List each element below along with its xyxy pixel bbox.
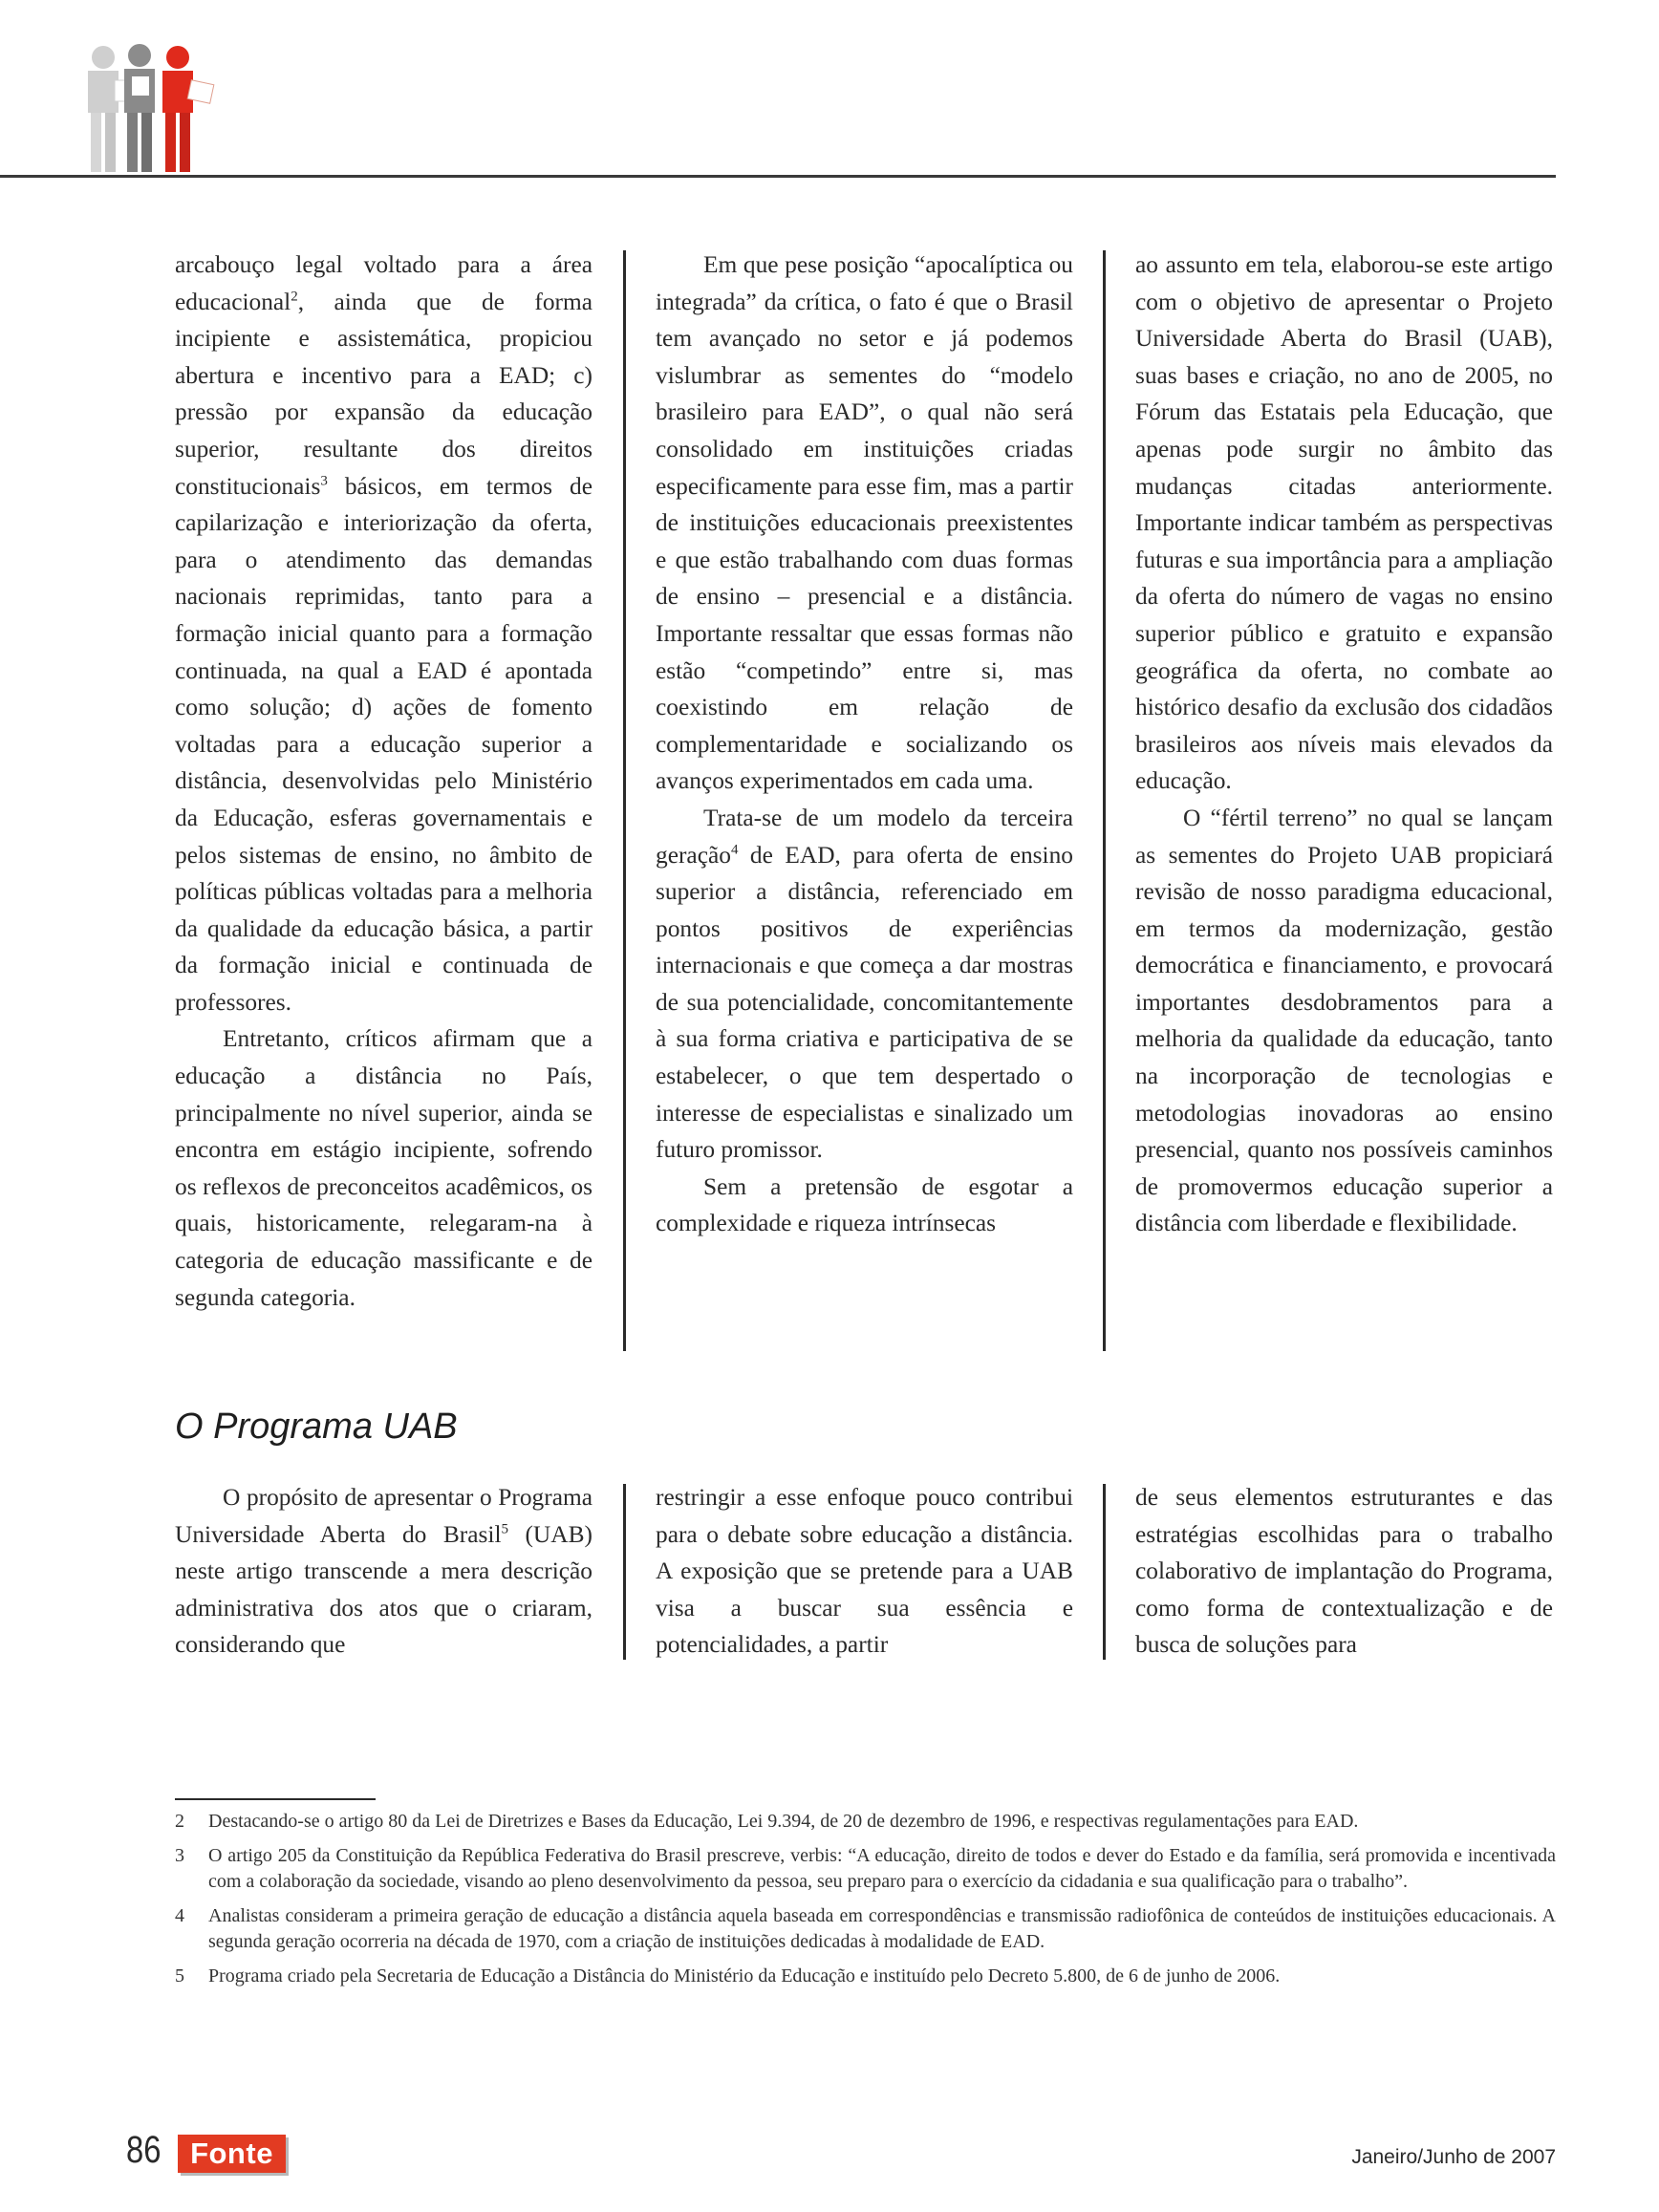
text-run: O propósito de apresentar o Programa Universidade Aberta do Brasil bbox=[175, 1484, 592, 1548]
column-3 bbox=[1135, 247, 1553, 1242]
paragraph: O “fértil terreno” no qual se lançam as sementes do Projeto UAB propiciará revisão de nosso paradigma educacional, em termos da modernização, gestão democrática e financiamento, e provocará importantes desdobramentos para a melhoria da qualidade da educação, tanto na incorporação de tecnologias e metodologias inovadoras ao ensino presencial, quanto nos possíveis caminhos de promovermos educação superior a distância com liberdade e flexibilidade. bbox=[1135, 804, 1553, 1237]
footnote bbox=[175, 1964, 1556, 1989]
footnote-ref: 4 bbox=[730, 842, 739, 858]
paragraph: de seus elementos estruturantes e das estratégias escolhidas para o trabalho colaborativo de implantação do Programa, como forma de contextualização e de busca de soluções para bbox=[1135, 1484, 1553, 1659]
footnote bbox=[175, 1843, 1556, 1895]
paragraph: Sem a pretensão de esgotar a complexidade e riqueza intrínsecas bbox=[656, 1172, 1073, 1237]
paragraph bbox=[656, 800, 1073, 1169]
text-run: (UAB) neste artigo transcende a mera descrição administrativa dos atos que o criaram, considerando que bbox=[175, 1520, 592, 1659]
footnote bbox=[175, 1903, 1556, 1955]
text-run: básicos, em termos de capilarização e interiorização da oferta, para o atendimento das demandas nacionais reprimidas, tanto para a formação inicial quanto para a formação continuada, na qual a EAD é apontada como solução; d) ações de fomento voltadas para a educação superior a distância, desenvolvidas pelo Ministério da Educação, esferas governamentais e pelos sistemas de ensino, no âmbito de políticas públicas voltadas para a melhoria da qualidade da educação básica, a partir da formação inicial e continuada de professores. bbox=[175, 472, 592, 1016]
paragraph: Entretanto, críticos afirmam que a educação a distância no País, principalmente no nível superior, ainda se encontra em estágio incipiente, sofrendo os reflexos de preconceitos acadêmicos, os quais, historicamente, relegaram-na à categoria de educação massificante e de segunda categoria. bbox=[175, 1025, 592, 1311]
footnote-text: Destacando-se o artigo 80 da Lei de Diretrizes e Bases da Educação, Lei 9.394, de 20 de dezembro de 1996, e respectivas regulamentações para EAD. bbox=[208, 1811, 1359, 1832]
issue-date: Janeiro/Junho de 2007 bbox=[1351, 2146, 1556, 2168]
paragraph bbox=[175, 247, 592, 1020]
footnote-number: 5 bbox=[175, 1965, 184, 1987]
footnote-number: 2 bbox=[175, 1811, 184, 1832]
section-column-3 bbox=[1135, 1479, 1553, 1664]
text-run: arcabouço legal voltado para a área educacional bbox=[175, 251, 592, 315]
text-run: de EAD, para oferta de ensino superior a distância, referenciado em pontos positivos de experiências internacionais e que começa a dar mostras de sua potencialidade, concomitantemente à sua forma criativa e participativa de se estabelecer, o que tem despertado o interesse de especialistas e sinalizado um futuro promissor. bbox=[656, 841, 1073, 1164]
footnote-ref: 5 bbox=[501, 1521, 508, 1537]
column-divider bbox=[623, 1484, 626, 1660]
footnote-text: Programa criado pela Secretaria de Educação a Distância do Ministério da Educação e instituído pelo Decreto 5.800, de 6 de junho de 2006. bbox=[208, 1965, 1281, 1987]
column-1 bbox=[175, 247, 592, 1316]
footnote-text: Analistas consideram a primeira geração de educação a distância aquela baseada em correspondências e transmissão radiofônica de conteúdos de instituições educacionais. A segunda geração ocorreria na década de 1970, com a criação de instituições dedicadas à modalidade de EAD. bbox=[208, 1905, 1556, 1952]
column-2 bbox=[656, 247, 1073, 1242]
page-number: 86 bbox=[126, 2129, 162, 2171]
footnotes bbox=[175, 1809, 1556, 1998]
footnote-number: 3 bbox=[175, 1845, 184, 1866]
footnote-ref: 2 bbox=[291, 289, 298, 305]
paragraph bbox=[175, 1479, 592, 1664]
three-people-icon bbox=[76, 38, 220, 182]
section-column-1 bbox=[175, 1479, 592, 1664]
column-divider bbox=[1103, 1484, 1106, 1660]
paragraph: restringir a esse enfoque pouco contribui para o debate sobre educação a distância. A exposição que se pretende para a UAB visa a buscar sua essência e potencialidades, a partir bbox=[656, 1484, 1073, 1659]
footnote-rule bbox=[175, 1798, 376, 1800]
section-column-2 bbox=[656, 1479, 1073, 1664]
footnote-text: O artigo 205 da Constituição da República Federativa do Brasil prescreve, verbis: “A educação, direito de todos e dever do Estado e da família, será promovida e incentivada com a colaboração da sociedade, visando ao pleno desenvolvimento da pessoa, seu preparo para o exercício da cidadania e sua qualificação para o trabalho”. bbox=[208, 1845, 1556, 1892]
footnote bbox=[175, 1809, 1556, 1835]
paragraph: ao assunto em tela, elaborou-se este artigo com o objetivo de apresentar o Projeto Universidade Aberta do Brasil (UAB), suas bases e criação, no ano de 2005, no Fórum das Estatais pela Educação, que apenas pode surgir no âmbito das mudanças citadas anteriormente. Importante indicar também as perspectivas futuras e sua importância para a ampliação da oferta do número de vagas no ensino superior público e gratuito e expansão geográfica da oferta, no combate ao histórico desafio da exclusão dos cidadãos brasileiros aos níveis mais elevados da educação. bbox=[1135, 251, 1553, 795]
section-heading: O Programa UAB bbox=[175, 1407, 458, 1447]
column-divider bbox=[623, 250, 626, 1351]
paragraph: Em que pese posição “apocalíptica ou integrada” da crítica, o fato é que o Brasil tem avançado no setor e já podemos vislumbrar as sementes do “modelo brasileiro para EAD”, o qual não será consolidado em instituições criadas especificamente para esse fim, mas a partir de instituições educacionais preexistentes e que estão trabalhando com duas formas de ensino – presencial e a distância. Importante ressaltar que essas formas não estão “competindo” entre si, mas coexistindo em relação de complementaridade e socializando os avanços experimentados em cada uma. bbox=[656, 251, 1073, 795]
header-rule bbox=[0, 175, 1556, 178]
footnote-number: 4 bbox=[175, 1905, 184, 1926]
text-run: , ainda que de forma incipiente e assistemática, propiciou abertura e incentivo para a EAD; c) pressão por expansão da educação superior, resultante dos direitos constitucionais bbox=[175, 288, 592, 500]
footnote-ref: 3 bbox=[320, 473, 328, 489]
brand-logo: Fonte bbox=[178, 2135, 286, 2173]
text-run: Trata-se de um modelo da terceira geração bbox=[656, 804, 1073, 869]
column-divider bbox=[1103, 250, 1106, 1351]
